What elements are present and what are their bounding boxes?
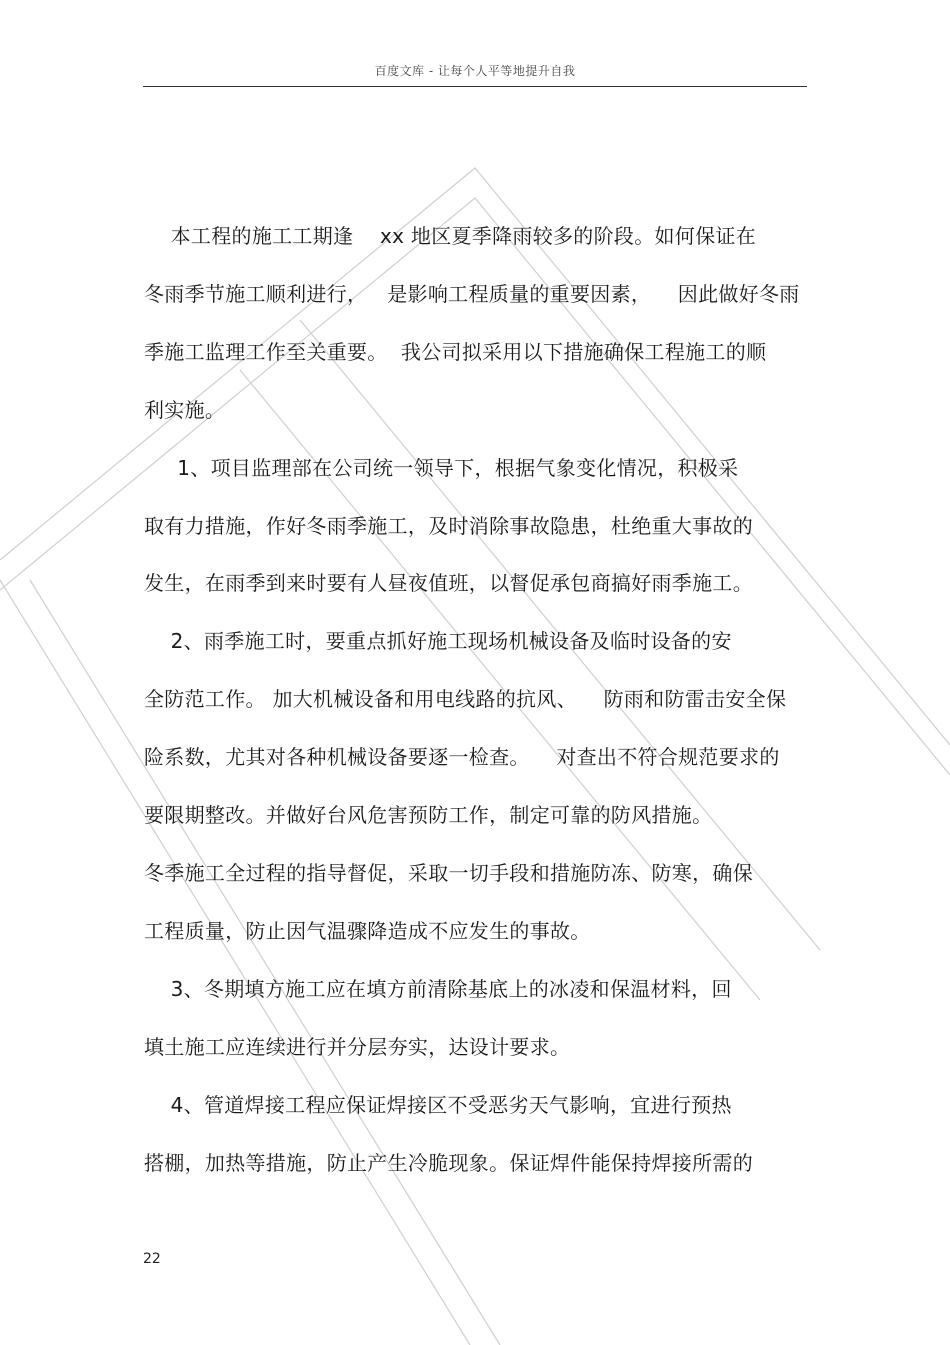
body-line: 冬雨季节施工顺利进行， 是影响工程质量的重要因素， 因此做好冬雨 — [144, 282, 800, 306]
body-line: 冬季施工全过程的指导督促，采取一切手段和措施防冻、防寒，确保 — [144, 861, 753, 885]
body-line: 1、项目监理部在公司统一领导下，根据气象变化情况，积极采 — [144, 456, 739, 480]
body-line: 取有力措施，作好冬雨季施工，及时消除事故隐患，杜绝重大事故的 — [144, 514, 753, 538]
page-number: 22 — [143, 1251, 161, 1267]
body-line: 季施工监理工作至关重要。 我公司拟采用以下措施确保工程施工的顺 — [144, 340, 767, 364]
header-divider — [143, 86, 807, 87]
body-line: 工程质量，防止因气温骤降造成不应发生的事故。 — [144, 919, 591, 943]
body-line: 填土施工应连续进行并分层夯实，达设计要求。 — [144, 1035, 571, 1059]
body-line: 4、管道焊接工程应保证焊接区不受恶劣天气影响，宜进行预热 — [144, 1093, 732, 1117]
body-line: 3、冬期填方施工应在填方前清除基底上的冰凌和保温材料，回 — [144, 977, 732, 1001]
body-line: 全防范工作。 加大机械设备和用电线路的抗风、 防雨和防雷击安全保 — [144, 687, 787, 711]
body-line: 利实施。 — [144, 398, 226, 422]
body-line: 发生，在雨季到来时要有人昼夜值班，以督促承包商搞好雨季施工。 — [144, 571, 753, 595]
body-line: 2、雨季施工时，要重点抓好施工现场机械设备及临时设备的安 — [144, 629, 732, 653]
body-line: 本工程的施工工期逢 xx 地区夏季降雨较多的阶段。如何保证在 — [144, 224, 756, 248]
body-line: 要限期整改。并做好台风危害预防工作，制定可靠的防风措施。 — [144, 803, 713, 827]
page-header: 百度文库 - 让每个人平等地提升自我 — [374, 64, 576, 78]
body-line: 险系数，尤其对各种机械设备要逐一检查。 对查出不符合规范要求的 — [144, 745, 780, 769]
body-line: 搭棚，加热等措施，防止产生冷脆现象。保证焊件能保持焊接所需的 — [144, 1151, 753, 1175]
